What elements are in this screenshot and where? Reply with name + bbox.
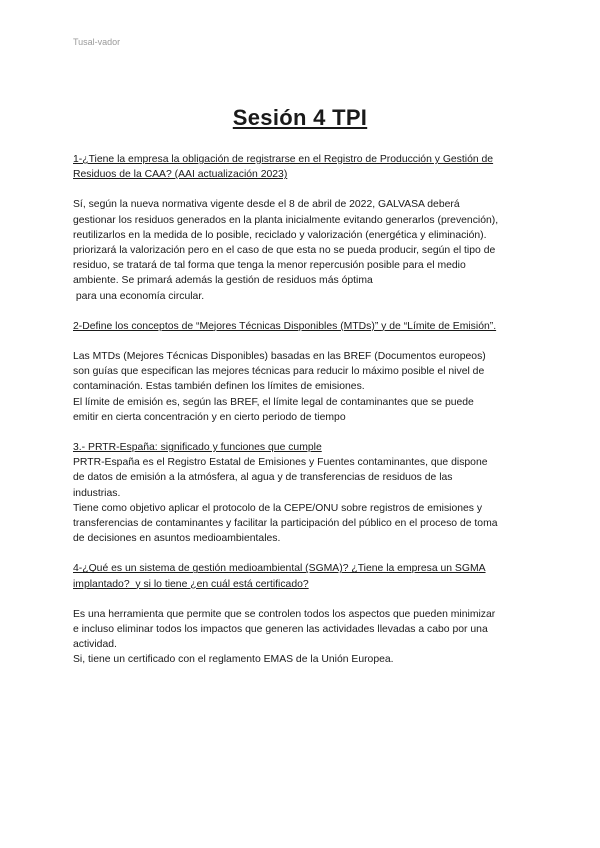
section-2 — [73, 319, 533, 425]
answer-line: de decisiones en asuntos medioambientales. — [73, 533, 281, 545]
answer-line: son guías que especifican las mejores técnicas para reducir lo máximo posible el nivel de — [73, 366, 485, 378]
answer-line: gestionar los residuos generados en la planta inicialmente evitando generarlos (prevención), — [73, 214, 499, 226]
answer-line: reutilizarlos en la medida de lo posible, reciclado y valorización (energética y eliminación). — [73, 229, 487, 241]
answer-line: PRTR-España es el Registro Estatal de Emisiones y Fuentes contaminantes, que dispone — [73, 457, 488, 469]
answer-line: Las MTDs (Mejores Técnicas Disponibles) basadas en las BREF (Documentos europeos) — [73, 351, 486, 363]
answer-line: para una economía circular. — [73, 290, 205, 302]
answer-line: residuo, se tratará de tal forma que tenga la menor repercusión posible para el medio — [73, 260, 466, 272]
answer-line: El límite de emisión es, según las BREF, el límite legal de contaminantes que se puede — [73, 396, 474, 408]
section-4 — [73, 561, 533, 667]
document-body — [73, 152, 533, 668]
answer-line: priorizará la valorización pero en el caso de que esta no se pueda producir, según el tipo de — [73, 245, 496, 257]
answer-line: actividad. — [73, 639, 117, 651]
answer-3 — [73, 455, 533, 546]
question-line: implantado? y si lo tiene ¿en cuál está certificado? — [73, 578, 309, 590]
answer-line: Sí, según la nueva normativa vigente desde el 8 de abril de 2022, GALVASA deberá — [73, 199, 460, 211]
section-1 — [73, 152, 533, 304]
answer-line: Si, tiene un certificado con el reglamento EMAS de la Unión Europea. — [73, 654, 394, 666]
question-line: 4-¿Qué es un sistema de gestión medioambiental (SGMA)? ¿Tiene la empresa un SGMA — [73, 563, 486, 575]
question-line: 3.- PRTR-España: significado y funciones que cumple — [73, 442, 322, 454]
question-3 — [73, 440, 533, 455]
answer-2 — [73, 349, 533, 425]
question-4 — [73, 561, 533, 591]
header-author: Tusal-vador — [73, 37, 121, 47]
answer-line: ambiente. Se primará además la gestión de residuos más óptima — [73, 275, 373, 287]
answer-line: industrias. — [73, 487, 121, 499]
answer-4 — [73, 607, 533, 668]
answer-line: de datos de emisión a la atmósfera, al agua y de transferencias de residuos de las — [73, 472, 453, 484]
answer-line: contaminación. Estas también definen los límites de emisiones. — [73, 381, 365, 393]
answer-line: transferencias de contaminantes y facilitar la participación del público en el proceso de toma — [73, 518, 498, 530]
question-2 — [73, 319, 533, 334]
answer-line: emitir en cierta concentración y en cierto periodo de tiempo — [73, 411, 346, 423]
answer-line: Tiene como objetivo aplicar el protocolo de la CEPE/ONU sobre registros de emisiones y — [73, 502, 483, 514]
question-1 — [73, 152, 533, 182]
answer-line: e incluso eliminar todos los impactos que generen las actividades llevadas a cabo por una — [73, 624, 488, 636]
question-line: 1-¿Tiene la empresa la obligación de registrarse en el Registro de Producción y Gestión de — [73, 154, 494, 165]
question-line: 2-Define los conceptos de “Mejores Técnicas Disponibles (MTDs)” y de “Límite de Emisión”. — [73, 320, 497, 332]
answer-1 — [73, 197, 533, 303]
answer-line: Es una herramienta que permite que se controlen todos los aspectos que pueden minimizar — [73, 608, 496, 620]
section-3 — [73, 440, 533, 546]
question-line: Residuos de la CAA? (AAI actualización 2023) — [73, 169, 288, 181]
page-title: Sesión 4 TPI — [232, 105, 368, 130]
